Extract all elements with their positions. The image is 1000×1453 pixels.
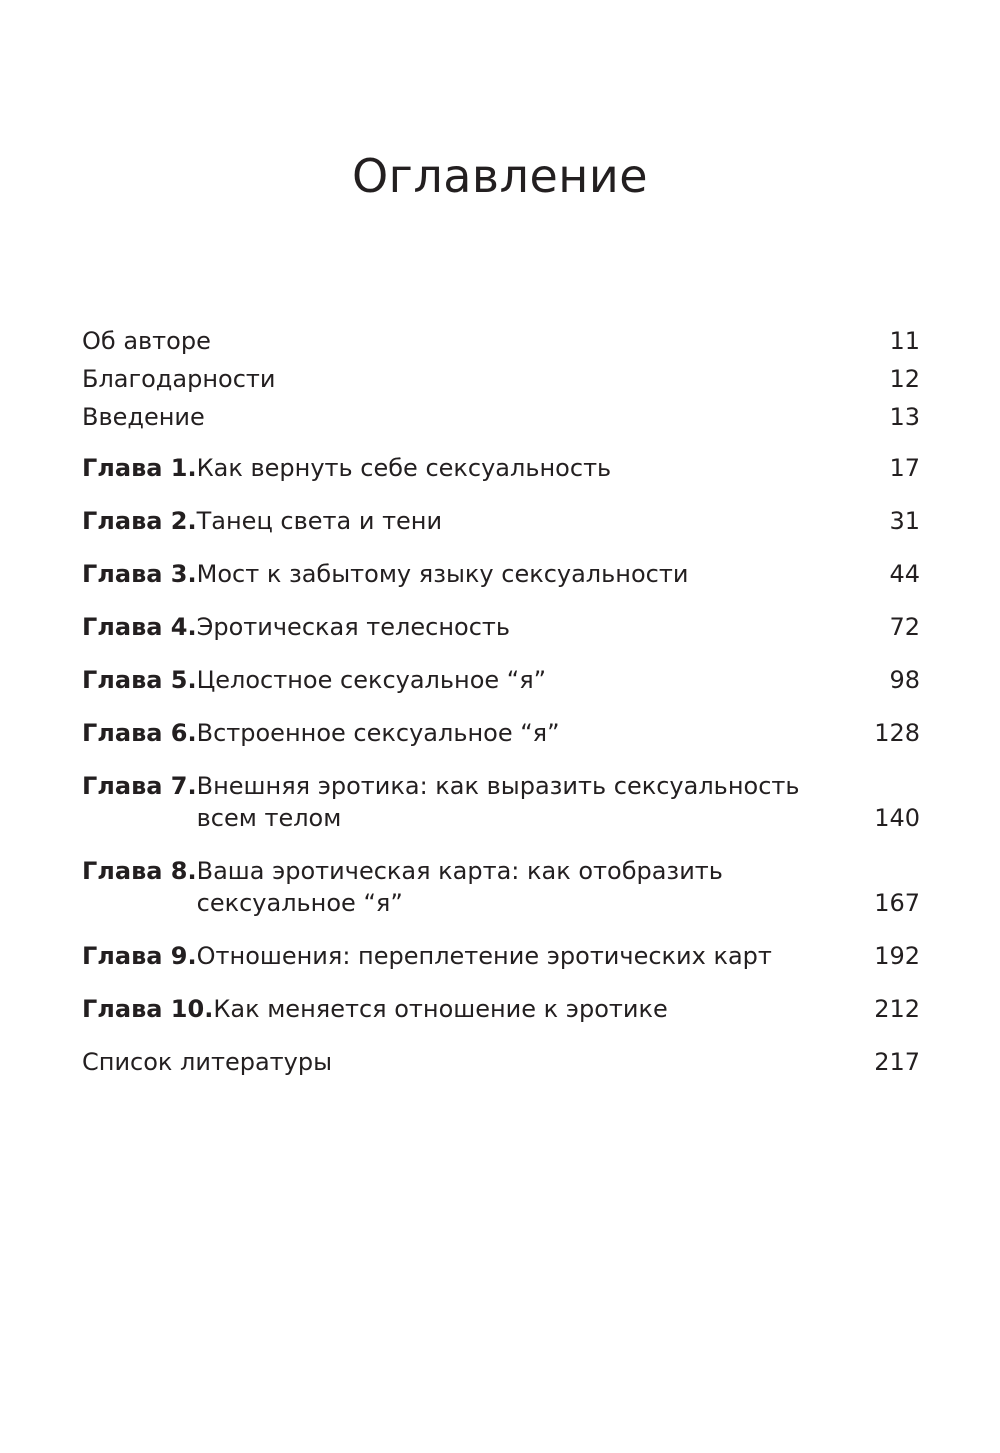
toc-entry-title: Благодарности	[82, 365, 276, 393]
toc-entry-chapter-8[interactable]	[82, 855, 920, 919]
toc-entry-page: 140	[874, 804, 920, 832]
chapter-label: Глава 5.	[82, 666, 197, 694]
chapter-label: Глава 2.	[82, 507, 197, 535]
chapter-label: Глава 8.	[82, 857, 197, 885]
toc-entry-page: 128	[874, 719, 920, 747]
toc-entry-acknowledgements[interactable]	[82, 360, 920, 398]
toc-entry-page: 72	[889, 613, 920, 641]
page-title: Оглавление	[351, 149, 649, 203]
toc-entry-title: Об авторе	[82, 327, 211, 355]
toc-entry-title: Введение	[82, 403, 205, 431]
chapter-label: Глава 10.	[82, 995, 214, 1023]
toc-entry-title-line-2: всем телом	[196, 804, 342, 832]
toc-entry-page: 98	[889, 666, 920, 694]
toc-entry-chapter-3[interactable]	[82, 558, 920, 590]
toc-entry-title: Отношения: переплетение эротических карт	[196, 942, 772, 970]
toc-entry-chapter-6[interactable]	[82, 717, 920, 749]
chapter-label: Глава 3.	[82, 560, 197, 588]
toc-entry-title: Целостное сексуальное “я”	[196, 666, 547, 694]
toc-entry-title: Как вернуть себе сексуальность	[196, 454, 612, 482]
toc-entry-title: Как меняется отношение к эротике	[213, 995, 668, 1023]
toc-entry-title: Мост к забытому языку сексуальности	[196, 560, 689, 588]
toc-entry-page: 13	[889, 403, 920, 431]
toc-entry-chapter-5[interactable]	[82, 664, 920, 696]
toc-entry-page: 12	[889, 365, 920, 393]
toc-entry-introduction[interactable]	[82, 398, 920, 436]
toc-entry-page: 11	[889, 327, 920, 355]
toc-entry-page: 192	[874, 942, 920, 970]
toc-entry-chapter-7[interactable]	[82, 770, 920, 834]
toc-entry-title: Список литературы	[82, 1048, 333, 1076]
toc-entry-bibliography[interactable]	[82, 1046, 920, 1078]
chapter-label: Глава 1.	[82, 454, 197, 482]
toc-entry-title-line-1: Ваша эротическая карта: как отобразить	[196, 857, 723, 885]
toc-entry-page: 17	[889, 454, 920, 482]
toc-entry-title: Танец света и тени	[196, 507, 443, 535]
chapter-label: Глава 6.	[82, 719, 197, 747]
toc-entry-page: 217	[874, 1048, 920, 1076]
toc-entry-page: 167	[874, 889, 920, 917]
chapter-label: Глава 9.	[82, 942, 197, 970]
toc-entry-chapter-4[interactable]	[82, 611, 920, 643]
toc-entry-title-line-1: Внешняя эротика: как выразить сексуальность	[196, 772, 800, 800]
toc-entry-page: 44	[889, 560, 920, 588]
chapter-label: Глава 4.	[82, 613, 197, 641]
toc-entry-chapter-10[interactable]	[82, 993, 920, 1025]
toc-entry-title: Эротическая телесность	[196, 613, 511, 641]
toc-entry-chapter-9[interactable]	[82, 940, 920, 972]
toc-entry-chapter-1[interactable]	[82, 452, 920, 484]
toc-entry-page: 212	[874, 995, 920, 1023]
table-of-contents	[82, 320, 920, 1099]
toc-entry-title: Встроенное сексуальное “я”	[196, 719, 560, 747]
toc-entry-chapter-2[interactable]	[82, 505, 920, 537]
toc-entry-page: 31	[889, 507, 920, 535]
toc-entry-about-author[interactable]	[82, 322, 920, 360]
chapter-label: Глава 7.	[82, 772, 197, 800]
toc-entry-title-line-2: сексуальное “я”	[196, 889, 403, 917]
